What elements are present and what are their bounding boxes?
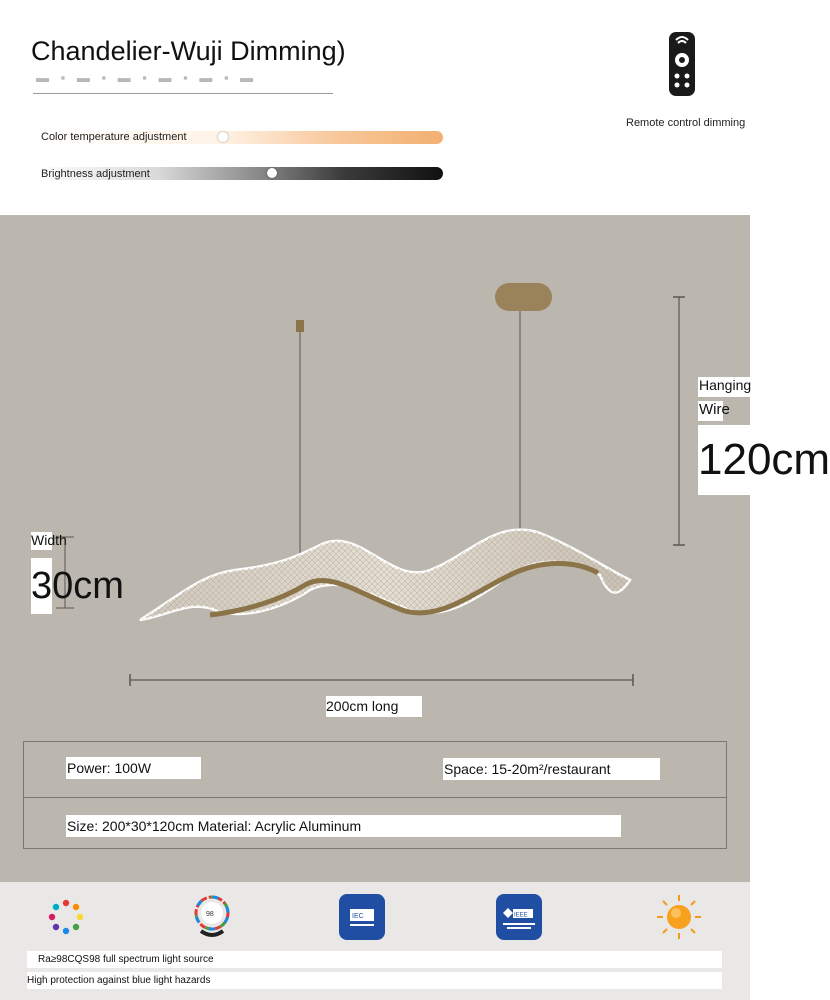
length-label: 200cm long — [326, 696, 422, 717]
feature-blue-light: High protection against blue light hazards — [27, 972, 722, 989]
brightness-slider-thumb[interactable] — [267, 168, 277, 178]
header-section — [0, 0, 750, 215]
spec-size-material: Size: 200*30*120cm Material: Acrylic Aluminum — [66, 815, 621, 837]
spec-space: Space: 15-20m²/restaurant — [443, 758, 660, 780]
specs-divider — [23, 797, 727, 798]
remote-control-label: Remote control dimming — [626, 117, 746, 129]
color-wheel-icon — [42, 893, 90, 941]
sun-icon — [655, 893, 703, 941]
color-temperature-label: Color temperature adjustment — [41, 131, 187, 143]
remote-control-icon — [667, 30, 697, 98]
feature-spectrum: Ra≥98CQS98 full spectrum light source — [27, 951, 722, 968]
spec-power: Power: 100W — [66, 757, 201, 779]
cri-value-text: 98 — [206, 911, 214, 918]
hanging-value: 120cm — [698, 425, 750, 495]
brightness-label: Brightness adjustment — [41, 168, 150, 180]
iec-text: IEC — [352, 913, 364, 920]
width-label: Width — [31, 532, 67, 548]
cri-98-icon — [188, 893, 236, 941]
ieee-certification-icon — [495, 893, 543, 941]
hanging-label: Hanging — [698, 377, 751, 397]
subtitle-ghost: ▬ ▪ ▬ ▪ ▬ ▪ ▬ ▪ ▬ ▪ ▬ — [36, 70, 258, 85]
ceiling-canopy — [495, 283, 552, 311]
iec-certification-icon — [338, 893, 386, 941]
page-title: Chandelier-Wuji Dimming) — [31, 36, 346, 66]
wire-label: Wire — [698, 401, 723, 421]
width-value: 30cm — [31, 558, 52, 614]
small-canopy — [296, 320, 304, 332]
title-divider — [33, 93, 333, 94]
ieee-text: IEEE — [514, 912, 528, 919]
